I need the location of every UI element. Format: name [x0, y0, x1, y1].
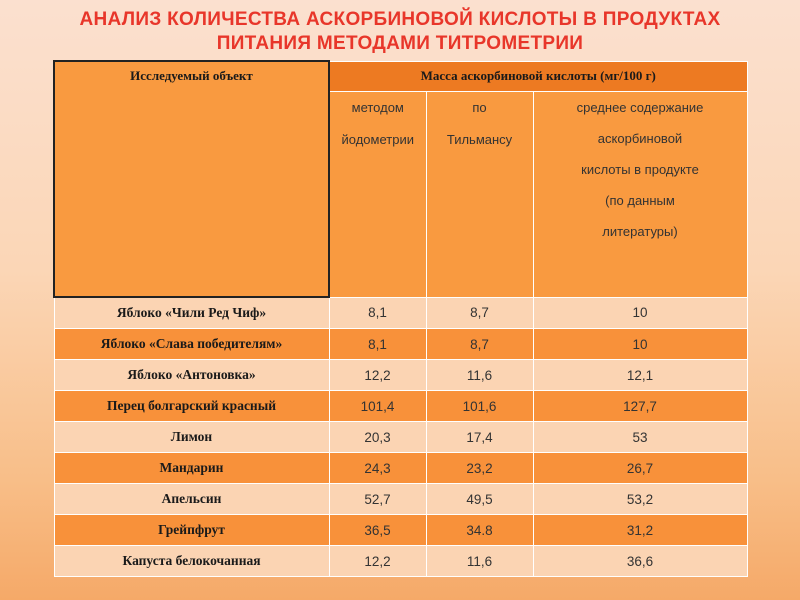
table-row: [54, 515, 747, 546]
vitamin-c-table: [53, 60, 748, 577]
table-row: [54, 422, 747, 453]
table-row: [54, 360, 747, 391]
row-tillmans: 17,4: [426, 422, 533, 453]
row-name: Яблоко «Чили Ред Чиф»: [54, 297, 329, 329]
row-tillmans: 8,7: [426, 297, 533, 329]
header-tillmans-line-1: по: [472, 99, 487, 115]
header-literature-line-2: аскорбиновой: [597, 130, 683, 146]
row-literature: 10: [533, 329, 747, 360]
title-line-2: ПИТАНИЯ МЕТОДАМИ ТИТРОМЕТРИИ: [216, 33, 584, 54]
table-row: [54, 329, 747, 360]
header-mass: Масса аскорбиновой кислоты (мг/100 г): [329, 61, 747, 91]
row-tillmans: 49,5: [426, 484, 533, 515]
row-literature: 53: [533, 422, 747, 453]
row-iodometry: 24,3: [329, 453, 426, 484]
row-iodometry: 101,4: [329, 391, 426, 422]
row-name: Мандарин: [54, 453, 329, 484]
header-literature-line-4: (по данным: [605, 192, 675, 208]
row-tillmans: 34.8: [426, 515, 533, 546]
table-row: [54, 391, 747, 422]
row-tillmans: 11,6: [426, 546, 533, 577]
header-tillmans-line-2: Тильмансу: [446, 131, 513, 147]
row-iodometry: 12,2: [329, 546, 426, 577]
row-tillmans: 8,7: [426, 329, 533, 360]
slide-title: [0, 8, 800, 56]
header-iodometry: [329, 91, 426, 297]
row-name: Капуста белокочанная: [54, 546, 329, 577]
row-tillmans: 101,6: [426, 391, 533, 422]
row-literature: 10: [533, 297, 747, 329]
row-literature: 53,2: [533, 484, 747, 515]
header-iodometry-line-2: йодометрии: [341, 131, 414, 147]
header-literature-line-3: кислоты в продукте: [581, 161, 699, 177]
table-row: [54, 453, 747, 484]
row-iodometry: 52,7: [329, 484, 426, 515]
header-literature-line-1: среднее содержание: [576, 99, 704, 115]
row-literature: 26,7: [533, 453, 747, 484]
row-name: Яблоко «Слава победителям»: [54, 329, 329, 360]
table-row: [54, 546, 747, 577]
row-iodometry: 36,5: [329, 515, 426, 546]
row-name: Лимон: [54, 422, 329, 453]
row-iodometry: 12,2: [329, 360, 426, 391]
row-tillmans: 11,6: [426, 360, 533, 391]
row-iodometry: 20,3: [329, 422, 426, 453]
row-literature: 31,2: [533, 515, 747, 546]
header-tillmans: [426, 91, 533, 297]
row-tillmans: 23,2: [426, 453, 533, 484]
header-object: Исследуемый объект: [54, 61, 329, 297]
header-literature-line-5: литературы): [602, 223, 678, 239]
title-line-1: АНАЛИЗ КОЛИЧЕСТВА АСКОРБИНОВОЙ КИСЛОТЫ В ПРОДУКТАХ: [79, 9, 721, 30]
row-iodometry: 8,1: [329, 329, 426, 360]
row-literature: 127,7: [533, 391, 747, 422]
header-iodometry-line-1: методом: [351, 99, 404, 115]
table-row: [54, 297, 747, 329]
table-row: [54, 484, 747, 515]
row-name: Апельсин: [54, 484, 329, 515]
row-literature: 12,1: [533, 360, 747, 391]
row-name: Перец болгарский красный: [54, 391, 329, 422]
header-literature: [533, 91, 747, 297]
row-iodometry: 8,1: [329, 297, 426, 329]
row-name: Яблоко «Антоновка»: [54, 360, 329, 391]
row-literature: 36,6: [533, 546, 747, 577]
row-name: Грейпфрут: [54, 515, 329, 546]
